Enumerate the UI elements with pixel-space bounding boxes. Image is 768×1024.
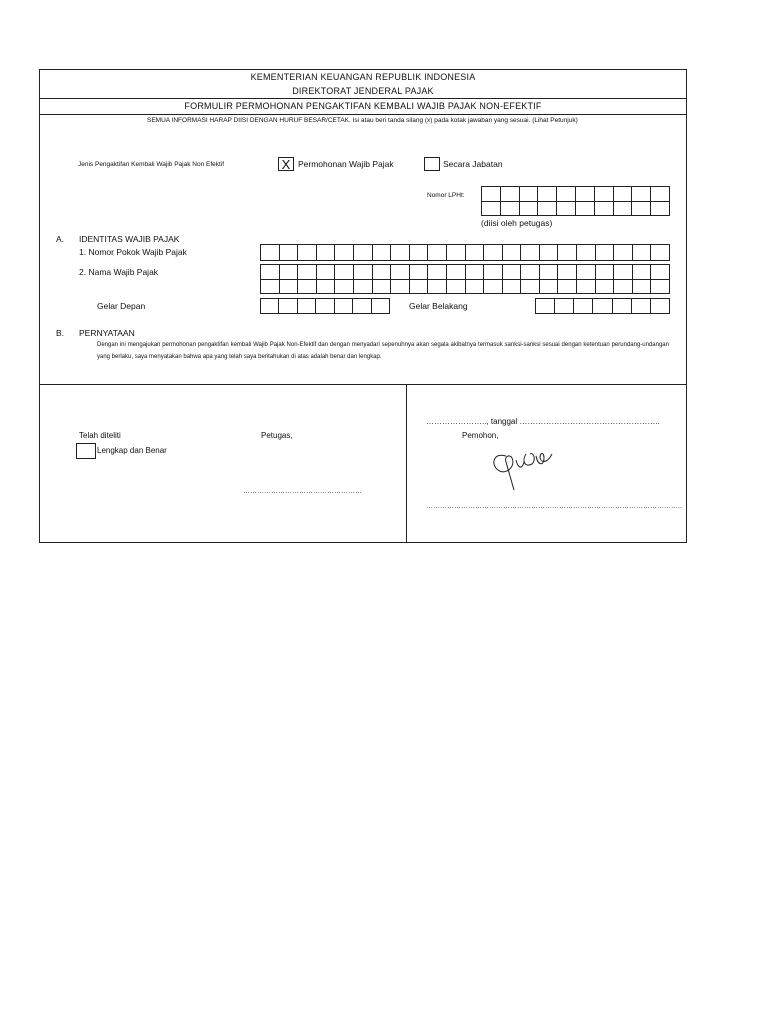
jabatan-checkbox[interactable] [424, 157, 440, 171]
tanggal-line: ………………….., tanggal …………………………………………….. [426, 417, 660, 426]
form-title: FORMULIR PERMOHONAN PENGAKTIFAN KEMBALI WAJIB PAJAK NON-EFEKTIF [184, 101, 542, 111]
lengkap-checkbox[interactable] [76, 443, 96, 459]
npwp-label: 1. Nomor Pokok Wajib Pajak [79, 247, 187, 257]
pemohon-signature-line: ……………………………………………………………………………………………….. [426, 503, 682, 510]
divider [40, 384, 686, 385]
permohonan-checkbox[interactable]: X [278, 157, 294, 171]
lengkap-label: Lengkap dan Benar [97, 446, 167, 455]
pemohon-label: Pemohon, [462, 431, 499, 440]
lph-label: Nomor LPHt: [427, 192, 465, 199]
instruction-text: SEMUA INFORMASI HARAP DIISI DENGAN HURUF BESAR/CETAK. Isi atau beri tanda silang (x) pada kotak jawaban yang sesuai. (Lihat Petunjuk) [147, 117, 578, 124]
diteliti-label: Telah diteliti [79, 431, 121, 440]
jabatan-label: Secara Jabatan [443, 159, 503, 169]
lph-note: (diisi oleh petugas) [481, 218, 553, 228]
npwp-grid[interactable] [260, 244, 670, 261]
directorate-title: DIREKTORAT JENDERAL PAJAK [292, 86, 434, 96]
section-a-title: IDENTITAS WAJIB PAJAK [79, 234, 180, 244]
signature-image [486, 442, 558, 494]
lph-grid[interactable] [481, 186, 670, 216]
gelar-belakang-label: Gelar Belakang [409, 301, 468, 311]
jenis-label: Jenis Pengaktifan Kembali Wajib Pajak Non Efektif [78, 161, 225, 168]
permohonan-label: Permohonan Wajib Pajak [298, 159, 394, 169]
divider [40, 114, 686, 115]
section-a-letter: A. [56, 234, 65, 244]
ministry-title: KEMENTERIAN KEUANGAN REPUBLIK INDONESIA [250, 72, 476, 82]
gelar-depan-label: Gelar Depan [97, 301, 146, 311]
petugas-signature-line: …………………………………………… [243, 488, 362, 495]
petugas-label: Petugas, [261, 431, 293, 440]
nama-label: 2. Nama Wajib Pajak [79, 267, 159, 277]
section-b-title: PERNYATAAN [79, 328, 135, 338]
statement-text: Dengan ini mengajukan permohonan pengaktifan kembali Wajib Pajak Non-Efektif dan dengan menyadari sepenuhnya akan segala akibatnya termasuk sanksi-sanksi sesuai dengan ketentuan perundang-undangan yang berlaku, saya menyatakan bahwa apa yang telah saya beritahukan di atas adalah benar dan lengkap. [97, 342, 669, 360]
nama-grid[interactable] [260, 264, 670, 294]
divider [406, 384, 407, 542]
section-b-letter: B. [56, 328, 65, 338]
tax-form [39, 69, 687, 543]
gelar-belakang-grid[interactable] [535, 298, 670, 314]
divider [40, 98, 686, 99]
gelar-depan-grid[interactable] [260, 298, 390, 314]
